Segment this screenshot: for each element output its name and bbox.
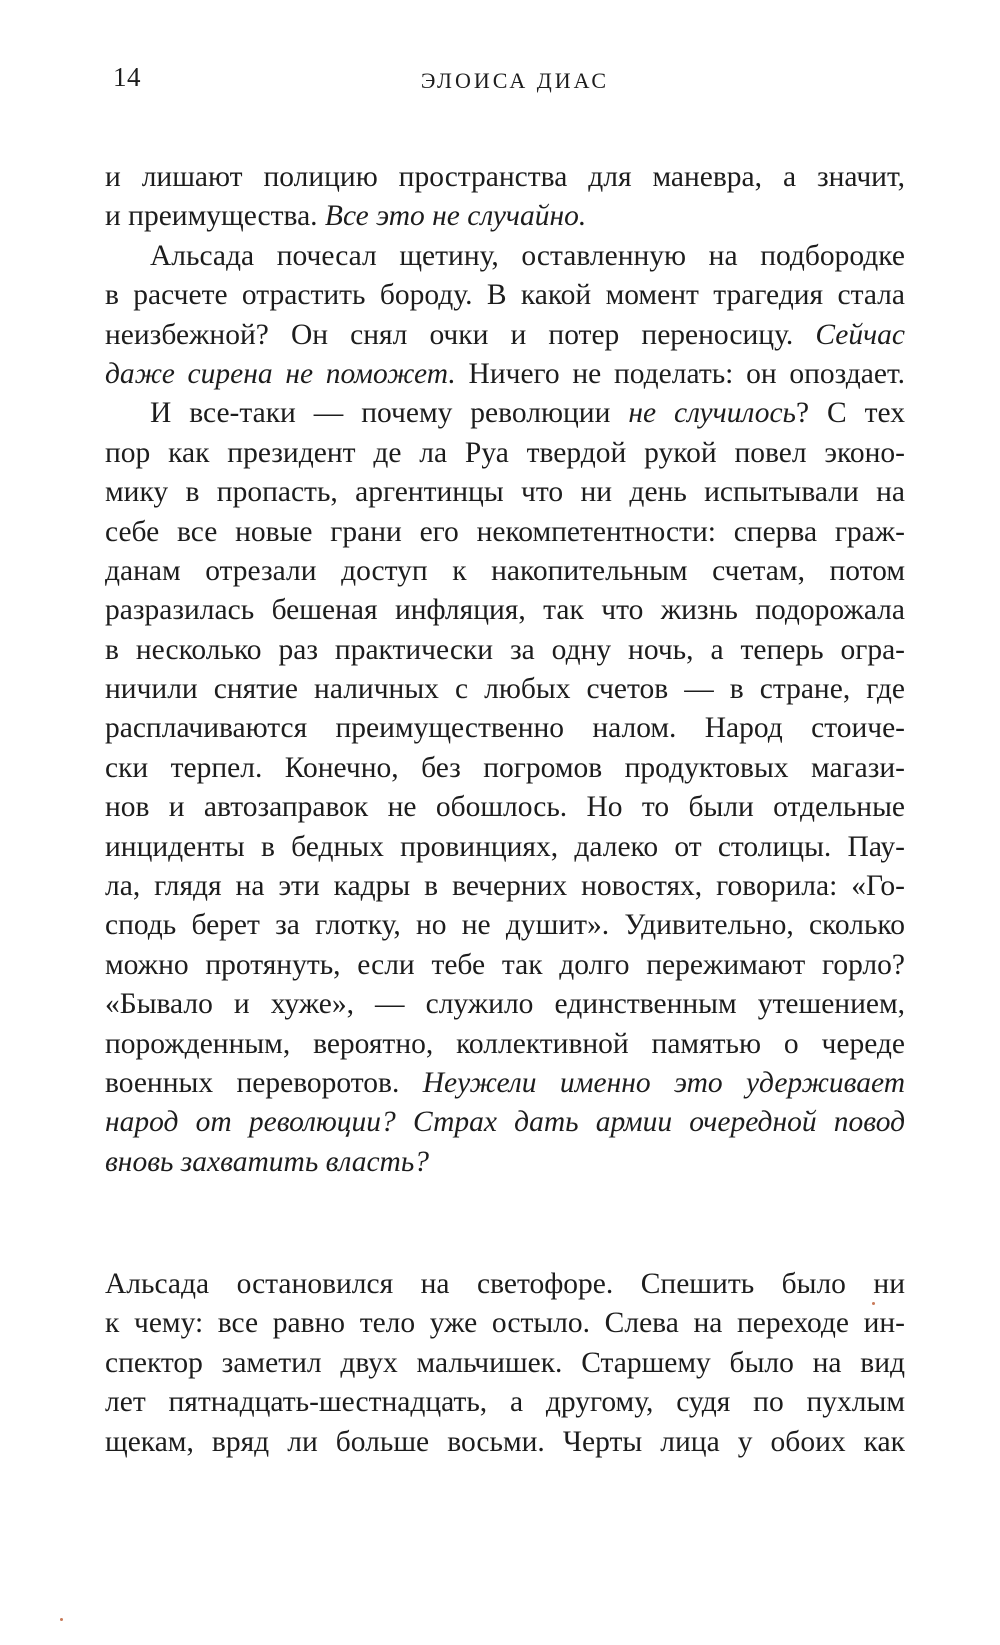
text-line [105,513,905,552]
text-segment: можно протянуть, если тебе так долго пережимают горло? [105,948,905,981]
text-segment: нов и автозаправок не обошлось. Но то были отдельные [105,791,905,824]
text-line [105,197,905,236]
text-line [105,1383,905,1422]
text-line [105,631,905,670]
text-line [105,355,905,394]
text-line [105,434,905,473]
text-segment: спектор заметил двух мальчишек. Старшему было на вид [105,1346,905,1379]
italic-text: даже сирена не поможет. [105,357,456,390]
text-line [105,473,905,512]
text-line [105,788,905,827]
text-line [105,906,905,945]
text-segment: ла, глядя на эти кадры в вечерних новостях, говорила: «Го- [105,870,905,903]
text-line [105,1103,905,1142]
text-segment: сподь берет за глотку, но не душит». Удивительно, сколько [105,909,905,942]
text-line [105,1064,905,1103]
text-segment: данам отрезали доступ к накопительным счетам, потом [105,554,905,587]
text-block-1 [105,158,905,1182]
page-number: 14 [113,62,141,92]
italic-text: народ от революции? Страх дать армии очередной повод [105,1106,905,1139]
italic-text: не случилось [628,397,796,430]
text-line [105,276,905,315]
italic-text: Сейчас [815,318,905,351]
text-line [105,552,905,591]
text-line [105,591,905,630]
text-line [105,1304,905,1343]
text-line [105,1143,905,1182]
text-segment: в расчете отрастить бороду. В какой момент трагедия стала [105,279,905,312]
text-segment: неизбежной? Он снял очки и потер переносицу. [105,318,816,351]
text-line [105,1344,905,1383]
text-segment: себе все новые грани его некомпетентности: сперва граж- [105,515,905,548]
italic-text: Неужели именно это удерживает [422,1066,905,1099]
text-line [105,946,905,985]
text-segment: порожденным, вероятно, коллективной памятью о череде [105,1027,905,1060]
print-speck [872,1302,875,1305]
text-segment: расплачиваются преимущественно налом. Народ стоиче- [105,712,905,745]
text-line [105,709,905,748]
text-segment: военных переворотов. [105,1066,423,1099]
text-segment: Альсада остановился на светофоре. Спешить было ни [105,1268,905,1300]
text-line [105,828,905,867]
text-segment: лет пятнадцать-шестнадцать, а другому, судя по пухлым [105,1386,905,1419]
text-line [105,670,905,709]
text-segment: ? С тех [795,397,905,430]
text-segment: мику в пропасть, аргентинцы что ни день испытывали на [105,476,905,509]
text-segment: ничили снятие наличных с любых счетов — в стране, где [105,673,905,706]
text-line [105,867,905,906]
text-segment: «Бывало и хуже», — служило единственным утешением, [105,988,905,1021]
text-segment: и лишают полицию пространства для маневра, а значит, [105,161,905,193]
text-line [105,1025,905,1064]
text-block-2 [105,1265,905,1462]
text-segment: Ничего не поделать: он опоздает. [455,357,905,390]
italic-text: вновь захватить власть? [105,1145,430,1178]
text-segment: инциденты в бедных провинциях, далеко от столицы. Пау- [105,830,905,863]
text-line [105,1423,905,1462]
text-segment: пор как президент де ла Руа твердой рукой повел эконо- [105,436,905,469]
text-segment: в несколько раз практически за одну ночь, а теперь огра- [105,633,905,666]
text-line [105,394,905,433]
text-line [105,158,905,197]
italic-text: Все это не случайно. [324,200,587,233]
text-segment: ски терпел. Конечно, без погромов продуктовых магази- [105,751,905,784]
text-segment: к чему: все равно тело уже остыло. Слева на переходе ин- [105,1307,905,1340]
text-line [105,749,905,788]
text-segment: Альсада почесал щетину, оставленную на подбородке [150,239,905,272]
text-segment: И все-таки — почему революции [150,397,629,430]
text-segment: разразилась бешеная инфляция, так что жизнь подорожала [105,594,905,627]
text-segment: щекам, вряд ли больше восьми. Черты лица у обоих как [105,1425,905,1458]
running-head: ЭЛОИСА ДИАС [420,68,610,93]
print-speck [60,1618,63,1621]
text-segment: и преимущества. [105,200,325,233]
text-line [105,985,905,1024]
text-line [105,1265,905,1304]
text-line [105,316,905,355]
text-line [105,237,905,276]
